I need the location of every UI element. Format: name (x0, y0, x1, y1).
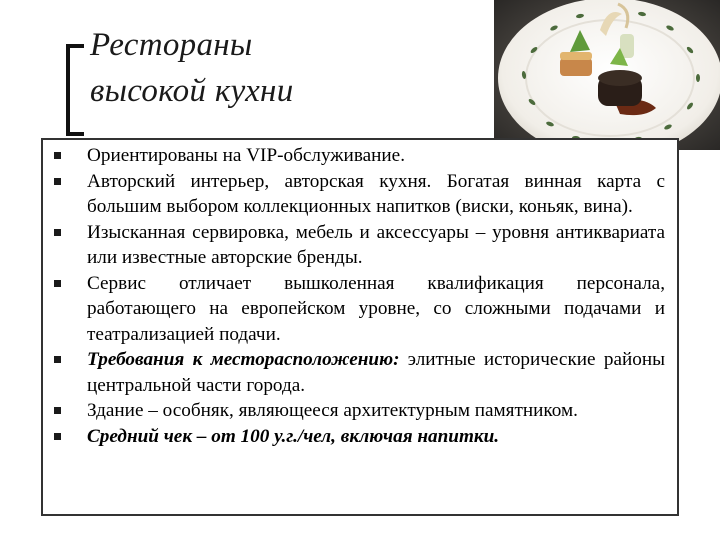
bullet-text: Сервис отличает вышколенная квалификация персонала, работающего на европейском уровне, со сложными подачами и театрализацией подачи. (87, 272, 665, 345)
bullet-text: Средний чек – от 100 у.г./чел, включая напитки. (87, 425, 500, 447)
list-item (41, 169, 665, 220)
slide-title (90, 22, 294, 114)
title-bracket (66, 44, 84, 136)
square-bullet-icon (54, 178, 61, 185)
bullet-list (41, 143, 665, 449)
square-bullet-icon (54, 229, 61, 236)
list-item (41, 347, 665, 398)
square-bullet-icon (54, 280, 61, 287)
square-bullet-icon (54, 356, 61, 363)
plate-illustration (494, 0, 720, 150)
title-line-2: высокой кухни (90, 73, 294, 109)
list-item (41, 398, 665, 424)
bullet-text: элитные исторические районы центральной части города. (87, 349, 665, 396)
title-line-1: Рестораны (90, 27, 253, 63)
list-item (41, 424, 665, 450)
bullet-text: Авторский интерьер, авторская кухня. Богатая винная карта с большим выбором коллекционных напитков (виски, коньяк, вина). (87, 170, 665, 217)
bullet-label: Требования к месторасположению: (87, 349, 400, 370)
dish-photo (494, 0, 720, 150)
square-bullet-icon (54, 433, 61, 440)
list-item (41, 271, 665, 348)
square-bullet-icon (54, 152, 61, 159)
square-bullet-icon (54, 407, 61, 414)
list-item (41, 143, 665, 169)
bullet-text: Изысканная сервировка, мебель и аксессуары – уровня антиквариата или известные авторские бренды. (87, 221, 665, 268)
bullet-text: Ориентированы на VIP-обслуживание. (87, 145, 405, 166)
list-item (41, 220, 665, 271)
bullet-text: Здание – особняк, являющееся архитектурным памятником. (87, 400, 578, 421)
